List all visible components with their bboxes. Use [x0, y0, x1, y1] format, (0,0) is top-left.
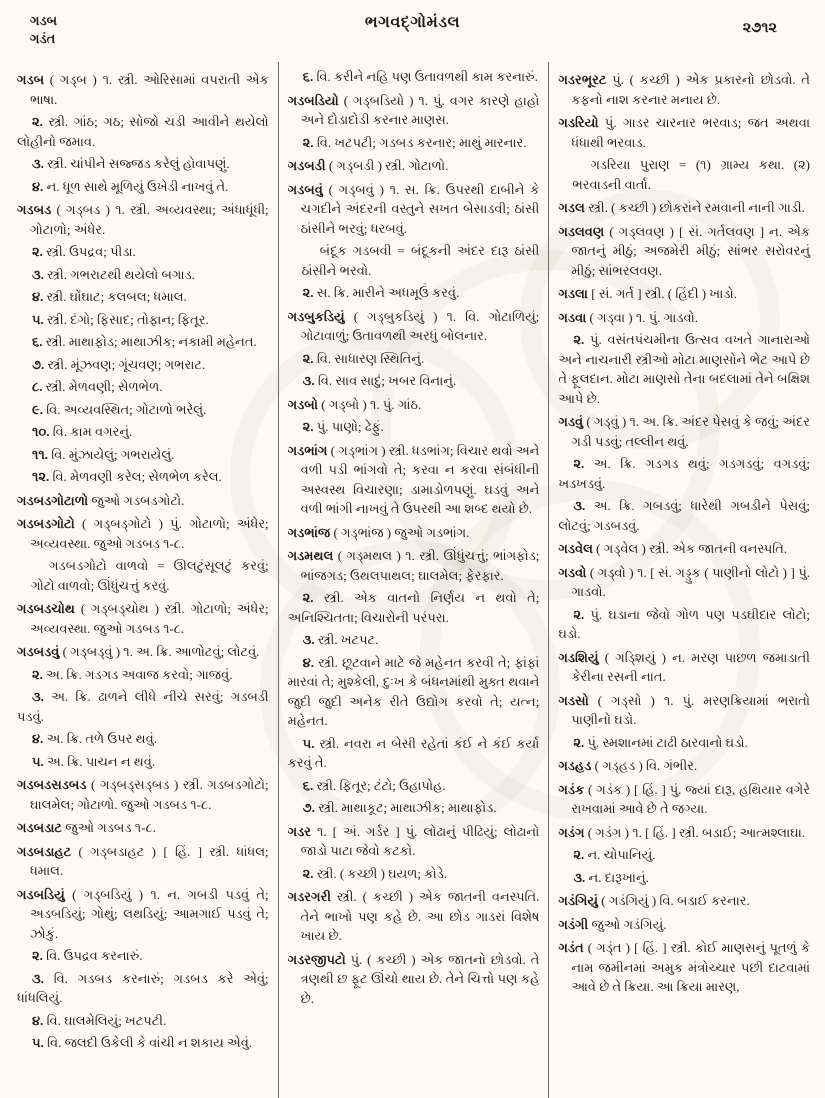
- headword: ગડબ: [17, 72, 50, 87]
- dictionary-entry: ગડબો ( ગડ્બો ) ૧. પું. ગાંઠ.: [287, 396, 422, 412]
- sense-number: ૨.: [573, 332, 591, 347]
- headword: ગડંગી: [558, 916, 592, 932]
- sense-number: ૩.: [32, 970, 54, 986]
- dictionary-entry: ગડભાંજ ( ગડ્ભાંજ ) જુઓ ગડભાંગ.: [287, 524, 470, 540]
- headword: ગડબડિયો: [287, 92, 344, 108]
- sense-line: ૧૦. વિ. કામ વગરનું.: [32, 424, 133, 439]
- sense-number: ૨.: [302, 134, 317, 150]
- dictionary-entry: ગડબુકડિયું ( ગડ્બુકડિયું ) ૧. વિ. ગોટાળિયું; ગોટાવાળું; ઉતાવળથી અરધું બોલનાર.: [287, 308, 540, 343]
- sense-number: ૪.: [32, 1012, 47, 1028]
- running-head-first-word: ગડબ: [30, 13, 58, 28]
- headword: ગડરગરી: [287, 889, 337, 904]
- dictionary-entry: ગડબડસડબડ ( ગડ્બડ્સડ્બડ ) સ્ત્રી. ગડબડગોટો; ઘાલમેલ; ગોટાળો. જુઓ ગડબડ ૧-૮.: [17, 777, 269, 812]
- headword: ગડંત: [558, 940, 588, 955]
- dictionary-content: [0, 60, 825, 1098]
- sense-number: ૨.: [32, 948, 47, 963]
- sense-number: ૧૦.: [32, 424, 53, 439]
- sense-line: ૪. સ્ત્રી. ઘોંઘાટ; કલબલ; ધમાલ.: [32, 289, 187, 304]
- dictionary-entry: ગડરિયો પું. ગાડર ચારનાર ભરવાડ; જત અથવા ધંધાથી ભરવાડ.: [558, 115, 811, 150]
- sense-line: ૩. ન. દારૂખાનું.: [573, 869, 649, 885]
- sense-line: ૭. સ્ત્રી. મૂંઝવણ; ગૂંચવણ; ગભરાટ.: [32, 356, 206, 372]
- dictionary-entry: ગડંત ( ગડ્ંત ) [ હિં. ] સ્ત્રી. કોઈ માણસનું પૂતળું કે નામ જમીનમાં અમુક મંત્રોચ્ચાર પછી દાટવામાં આવે છે તે ક્રિયા. આ ક્રિયા મારણ,: [558, 940, 811, 994]
- sense-line: ૬. સ્ત્રી. માથાફોડ; માથાઝીક; નકામી મહેનત.: [32, 334, 257, 349]
- sense-number: ૩.: [573, 498, 594, 513]
- dictionary-entry: ગડરગરી સ્ત્રી. ( કચ્છી ) એક જાતની વનસ્પતિ. તેને ભાખો પણ કહે છે. આ છોડ ગાડરાં વિશેષ ખાય છે.: [287, 889, 540, 943]
- sense-line: ૩. સ્ત્રી. ખટપટ.: [302, 632, 379, 647]
- sense-number: ૨.: [32, 666, 47, 682]
- page-title: ભગવદ્ગોમંડલ: [364, 14, 461, 31]
- headword: ગડશિયું: [558, 649, 605, 665]
- sense-line: ૩. સ્ત્રી. ગભરાટથી થયેલો બગાડ.: [32, 266, 195, 282]
- sense-line: ૪. વિ. ઘાલમેલિયું; ખટપટી.: [32, 1012, 167, 1028]
- headword: ગડંક: [558, 781, 589, 797]
- sense-line: ૫. સ્ત્રી. નવરા ન બેસી રહેતાં કંઈ ને કંઈ કર્યા કરવું તે.: [287, 735, 540, 770]
- dictionary-entry: ગડબડાટ જુઓ ગડબડ ૧-૮.: [17, 820, 156, 835]
- headword: ગડબડી: [287, 158, 329, 173]
- dictionary-entry: ગડસો ( ગડ્સો ) ૧. પું. મરણક્રિયામાં ભરાતો પાણીનો ઘડો.: [558, 692, 811, 727]
- text-column-3: [548, 62, 819, 1098]
- dictionary-entry: ગડરજીપટો પું. ( કચ્છી ) એક જાતનો છોડવો. તે ત્રણથી છ ફૂટ ઊંચો થાય છે. તેને ચિત્તો પણ કહે છે.: [287, 951, 540, 1006]
- sense-number: ૩.: [32, 156, 48, 171]
- dictionary-entry: ગડબડિયું ( ગડ્બડિયું ) ૧. ન. ગબડી પડવું તે; અડબડિયું; ગોથું; લથડિયું; આમગાઈ પડવું તે; ઝોકું.: [17, 886, 269, 941]
- dictionary-entry: ગડભાંગ ( ગડ્ભાંગ ) સ્ત્રી. ધડભાંગ; વિચાર થવો અને વળી પડી ભાંગવો તે; કરવા ન કરવા સંબંધીની અસ્વસ્થ વિચારણા; ડામાડોળપણું. ઘડવું અને વળી ભાંગી નાખવું તે ઉપરથી આ શબ્દ થયો છે.: [287, 442, 540, 516]
- sense-number: ૮.: [32, 379, 46, 394]
- page-header: [0, 0, 825, 60]
- sense-number: ૬.: [32, 334, 46, 349]
- sense-number: ૭.: [32, 356, 48, 372]
- sense-line: ૨. પું. ઘડાના જેવો ગોળ પણ પડઘીદાર લોટો; ઘડો.: [558, 606, 811, 641]
- sense-line: ૩. વિ. ગડબડ કરનારું; ગડબડ કરે એવું; ધાંધલિયું.: [17, 970, 269, 1005]
- sense-number: ૨.: [573, 847, 588, 862]
- sense-number: ૩.: [302, 373, 318, 388]
- dictionary-entry: ગડબડચોથ ( ગડ્બડ્ચોથ ) સ્ત્રી. ગોટાળો; અંધેર; અવ્યવસ્થા. જુઓ ગડબડ ૧-૮.: [17, 601, 269, 636]
- sense-number: ૩.: [302, 632, 318, 647]
- dictionary-entry: ગડબડગોટાળો જુઓ ગડબડગોટો.: [17, 492, 185, 508]
- headword: ગડબુકડિયું: [287, 308, 354, 324]
- sense-line: ૩. અ. ક્રિ. ઢાળને લીધે નીચે સરવું; ગડબડી પડવું.: [17, 689, 269, 724]
- headword: ગડરભૂરટ: [558, 72, 613, 87]
- sense-line: ૨. અ. ક્રિ. ગડગડ અવાજ કરવો; ગાજવું.: [32, 666, 233, 682]
- running-head-last-word: ગડંત: [30, 30, 56, 46]
- sense-number: ૭.: [302, 800, 319, 815]
- sense-number: ૪.: [302, 654, 319, 670]
- headword: ગડરિયો: [558, 115, 605, 130]
- dictionary-entry: ગડર ૧. [ અં. ગર્ડર ] પું. લોઢાનું પીઢિયું; લોઢાનો જાડો પાટા જેવો કટકો.: [287, 823, 540, 858]
- headword: ગડબો: [287, 396, 322, 412]
- sense-line: ૯. વિ. અવ્યવસ્થિત; ગોટાળો ભરેલું.: [32, 401, 207, 417]
- sense-number: ૯.: [32, 401, 47, 417]
- sense-number: ૨.: [302, 350, 317, 366]
- dictionary-entry: ગડવું ( ગડ્વું ) ૧. અ. ક્રિ. અંદર પેસવું કે જવું; અંદર ગડી પડવું; તલ્લીન થવું.: [558, 414, 811, 449]
- page-number: ૨૭૧૨: [742, 20, 777, 36]
- sense-line: ૬. વિ. કરીને નહિ પણ ઉતાવળથી કામ કરનારું.: [302, 69, 538, 84]
- headword: ગડબડવું: [17, 644, 63, 659]
- headword: ગડવું: [558, 414, 587, 429]
- dictionary-entry: ગડબડિયો ( ગડ્બડિયો ) ૧. પું. વગર કારણે હાહો અને દોડાદોડી કરનાર માણસ.: [287, 92, 540, 127]
- headword: ગડબડગોટો: [17, 516, 83, 531]
- dictionary-entry: ગડવો ( ગડ્વો ) ૧. [ સં. ગડ્ડુક ( પાણીનો લોટો ) ] પું. ગાડવો.: [558, 564, 811, 599]
- dictionary-entry: ગડલા [ સં. ગર્ત ] સ્ત્રી. ( હિંદી ) ખાડો.: [558, 286, 737, 301]
- dictionary-entry: ગડબ ( ગડ્બ ) ૧. સ્ત્રી. ઓરિસામાં વપરાતી એક ભાષા.: [17, 72, 269, 107]
- sense-line: ૧૨. વિ. મેળવણી કરેલ; સેળભેળ કરેલ.: [32, 469, 222, 484]
- sense-number: ૫.: [32, 311, 48, 327]
- headword: ગડવો: [558, 564, 590, 580]
- sense-line: ૨. સ. ક્રિ. મારીને અધમૂઉં કરવું.: [302, 285, 460, 300]
- sense-line: ૪. ન. ધૂળ સાથે મૂળિયું ઉખેડી નાખવું તે.: [32, 178, 229, 194]
- sense-line: ૪. સ્ત્રી. છૂટવાને માટે જે મહેનત કરવી તે; ફાંફાં મારવાં તે; મુશ્કેલી, દુઃખ કે બંધનમાંથી મુક્ત થવાને જુદી જુદી અનેક રીતે ઉદ્યોગ કરવો તે; યત્ન; મહેનત.: [287, 654, 540, 728]
- dictionary-entry: ગડમથલ ( ગડ્મથલ ) ૧. સ્ત્રી. ઊંધુંચત્તું; ભાંગફોડ; ભાંજગડ; ઉથલપાથલ; ઘાલમેલ; ફેરફાર.: [287, 548, 540, 583]
- sense-number: ૬.: [302, 777, 317, 793]
- sense-number: ૨.: [32, 244, 47, 259]
- sense-number: ૪.: [32, 731, 47, 746]
- sense-number: ૧૧.: [32, 446, 52, 462]
- sense-line: ૨. પું. વસંતપંચમીના ઉત્સવ વખતે ગાનારાઓ અને નાચનારી સ્ત્રીઓ મોટા માણસોને ભેટ આપે છે તે ફૂલદાન. મોટા માણસો તેના બદલામાં તેને બક્ષિશ આપે છે.: [558, 332, 811, 406]
- headword: ગડલ: [558, 200, 589, 215]
- headword: ગડભાંજ: [287, 524, 334, 540]
- dictionary-entry: ગડબડાહટ ( ગડ્બડાહટ ) [ હિં. ] સ્ત્રી. ધાંધલ; ધમાલ.: [17, 843, 269, 878]
- sense-line: ૨. પું. પાણો; ઢેફું.: [302, 419, 384, 434]
- headword: ગડબડચોથ: [17, 601, 81, 616]
- sense-line: ૩. વિ. સાવ સાદું; ખબર વિનાનું.: [302, 373, 457, 388]
- sense-line: ૧૧. વિ. મુંઝાયેલું; ગભરાયેલું.: [32, 446, 175, 462]
- headword: ગડબવું: [287, 181, 329, 197]
- dictionary-entry: ગડરભૂરટ પું. ( કચ્છી ) એક પ્રકારનો છોડવો. તે કફનો નાશ કરનાર મનાય છે.: [558, 72, 811, 107]
- sense-number: ૧૨.: [32, 469, 53, 484]
- sense-number: ૩.: [32, 266, 48, 282]
- dictionary-entry: ગડબડી ( ગડ્બડી ) સ્ત્રી. ગોટાળો.: [287, 158, 449, 173]
- dictionary-entry: ગડવા ( ગડ્વા ) ૧. પું. ગાડવો.: [558, 309, 699, 325]
- dictionary-entry: ગડંગ ( ગડંગ ) ૧. [ હિં. ] સ્ત્રી. બડાઈ; આત્મશ્લાઘા.: [558, 824, 806, 840]
- text-column-1: [8, 62, 278, 1098]
- headword: ગડલા: [558, 286, 592, 301]
- sense-number: ૨.: [302, 285, 317, 300]
- dictionary-entry: ગડહડ ( ગડ્હડ ) વિ. ગંભીર.: [558, 758, 698, 773]
- headword: ગડબડાટ: [17, 820, 66, 835]
- headword: ગડભાંગ: [287, 442, 331, 458]
- sense-line: ૨. વિ. સાધારણ સ્થિતિનું.: [302, 350, 425, 366]
- sense-line: ૨. વિ. ઉપદ્રવ કરનારું.: [32, 948, 143, 963]
- sense-number: ૨.: [302, 865, 317, 881]
- sense-line: ૫. અ. ક્રિ. પાચન ન થવું.: [32, 753, 156, 769]
- dictionary-entry: ગડશિયું ( ગડ્શિયું ) ન. મરણ પાછળ જમાડાતી કેરીના રસની નાત.: [558, 649, 811, 684]
- dictionary-entry: ગડલવણ ( ગડ્લવણ ) [ સં. ગર્તલવણ ] ન. એક જાતનું મીઠું; અજમેરી મીઠું; સાંભર સરોવરનું મીઠું; સાંભરલવણ.: [558, 223, 811, 278]
- sense-number: ૨.: [302, 590, 324, 605]
- sense-line: ૩. અ. ક્રિ. ગબડવું; ધારેથી ગબડીને પેસવું; લોટવું; ગડબડવું.: [558, 498, 811, 533]
- dictionary-entry: ગડવેલ ( ગડ્વેલ ) સ્ત્રી. એક જાતની વનસ્પતિ.: [558, 541, 788, 556]
- sense-line: ૩. સ્ત્રી. ચાંપીને સજ્જડ કરેલું હોવાપણું.: [32, 156, 230, 171]
- sense-number: ૨.: [573, 734, 588, 750]
- sense-line: ૫. સ્ત્રી. દંગો; ફિસાદ; તોફાન; ફિતૂર.: [32, 311, 209, 327]
- sense-line: ૨. ન. ચોપાનિયું.: [573, 847, 656, 862]
- sense-line: ૨. સ્ત્રી. ઉપદ્રવ; પીડા.: [32, 244, 136, 259]
- sense-line: ૮. સ્ત્રી. મેળવણી; સેળભેળ.: [32, 379, 163, 394]
- sense-number: ૩.: [573, 869, 589, 885]
- dictionary-entry: ગડંગિયું ( ગડંગિયું ) વિ. બડાઈ કરનાર.: [558, 893, 750, 908]
- headword: ગડબડ: [17, 202, 57, 217]
- headword: ગડબડસડબડ: [17, 777, 92, 792]
- sense-line: ૫. વિ. જલદી ઉકેલી કે વાંચી ન શકાય એવું.: [32, 1035, 253, 1050]
- sense-number: ૩.: [32, 689, 52, 704]
- sense-line: ૪. અ. ક્રિ. તળે ઉપર થવું.: [32, 731, 157, 746]
- headword: ગડબડાહટ: [17, 843, 79, 859]
- sense-number: ૨.: [302, 419, 317, 434]
- sense-number: ૨.: [32, 114, 49, 129]
- headword: ગડબડિયું: [17, 886, 73, 902]
- sense-line: ૨. પું. સ્મશાનમાં ટાઢી ઠારવાનો ઘડો.: [573, 734, 748, 750]
- text-column-2: [278, 62, 549, 1098]
- dictionary-entry: ગડંગી જુઓ ગડંગિયું.: [558, 916, 667, 932]
- dictionary-entry: ગડબડગોટો ( ગડ્બડ્ગોટો ) પું. ગોટાળો; અંધેર; અવ્યવસ્થા. જુઓ ગડબડ ૧-૮.: [17, 516, 269, 551]
- headword: ગડર: [287, 823, 318, 839]
- sense-number: ૫.: [32, 753, 48, 769]
- headword: ગડસો: [558, 692, 598, 708]
- idiom-line: ગડબડગોટો વાળવો = ઊલટુંસૂલટું કરવું; ગોટો વાળવો; ઊંધુંચત્તું કરવું.: [31, 558, 269, 593]
- dictionary-entry: ગડબડ ( ગડ્બડ ) ૧. સ્ત્રી. અવ્યવસ્થા; અંધાધૂંધી; ગોટાળો; અંધેર.: [17, 202, 269, 237]
- headword: ગડંગ: [558, 824, 588, 840]
- idiom-line: બંદૂક ગડબવી = બંદૂકની અંદર દારૂ ઠાંસી ઠાંસીને ભરવો.: [301, 243, 540, 278]
- dictionary-entry: ગડબડવું ( ગડ્બડ્વું ) ૧. અ. ક્રિ. આળોટવું; લોટવું.: [17, 644, 260, 659]
- sense-line: ૬. સ્ત્રી. ફિતૂર; ટંટો; ઉહાપોહ.: [302, 777, 446, 793]
- headword: ગડવેલ: [558, 541, 597, 556]
- dictionary-entry: ગડલ સ્ત્રી. ( કચ્છી ) છોકરાંને રમવાની નાની ગાડી.: [558, 200, 805, 215]
- headword: ગડલવણ: [558, 223, 610, 239]
- dictionary-entry: ગડંક ( ગડંક ) [ હિં. ] પું. જ્યાં દારૂ, હથિયાર વગેરે રાખવામાં આવે છે તે જગ્યા.: [558, 781, 811, 816]
- sense-line: ૨. સ્ત્રી. ગાંઠ; ગઠ; સોજો ચડી આવીને થયેલો લોહીનો જમાવ.: [17, 114, 269, 149]
- sense-line: ૨. સ્ત્રી. ( કચ્છી ) ઘયળ; કોડે.: [302, 865, 448, 881]
- idiom-line: ગડરિયા પુરાણ = (૧) ગ્રામ્ય કથા. (૨) ભરવાડની વાર્તા.: [572, 157, 811, 192]
- sense-number: ૫.: [302, 735, 320, 751]
- headword: ગડંગિયું: [558, 893, 602, 908]
- sense-line: ૨. સ્ત્રી. એક વાતનો નિર્ણય ન થવો તે; અનિશ્ચિતતા; વિચારોની પરંપરા.: [287, 590, 540, 625]
- sense-number: ૨.: [573, 456, 594, 471]
- sense-number: ૬.: [302, 69, 317, 84]
- headword: ગડબડગોટાળો: [17, 492, 92, 508]
- headword: ગડરજીપટો: [287, 951, 351, 967]
- dictionary-entry: ગડબવું ( ગડ્બવું ) ૧. સ. ક્રિ. ઉપરથી દાબીને કે ચગદીને અંદરની વસ્તુને સખત બેસાડવી; ઠાંસી ઠાંસીને ભરવું; ધરબવું.: [287, 181, 540, 236]
- sense-number: ૫.: [32, 1035, 48, 1050]
- sense-line: ૨. વિ. ખટપટી; ગડબડ કરનાર; માથું મારનાર.: [302, 134, 527, 150]
- headword: ગડહડ: [558, 758, 595, 773]
- headword: ગડમથલ: [287, 548, 338, 563]
- sense-number: ૨.: [573, 606, 591, 622]
- sense-line: ૭. સ્ત્રી. માથાકૂટ; માથાઝીક; માથાફોડ.: [302, 800, 497, 815]
- sense-number: ૪.: [32, 178, 47, 194]
- sense-number: ૪.: [32, 289, 47, 304]
- headword: ગડવા: [558, 309, 590, 325]
- sense-line: ૨. અ. ક્રિ. ગડગડ થવું; ગડગડવું; વગડવું; ખડખડવું.: [558, 456, 811, 491]
